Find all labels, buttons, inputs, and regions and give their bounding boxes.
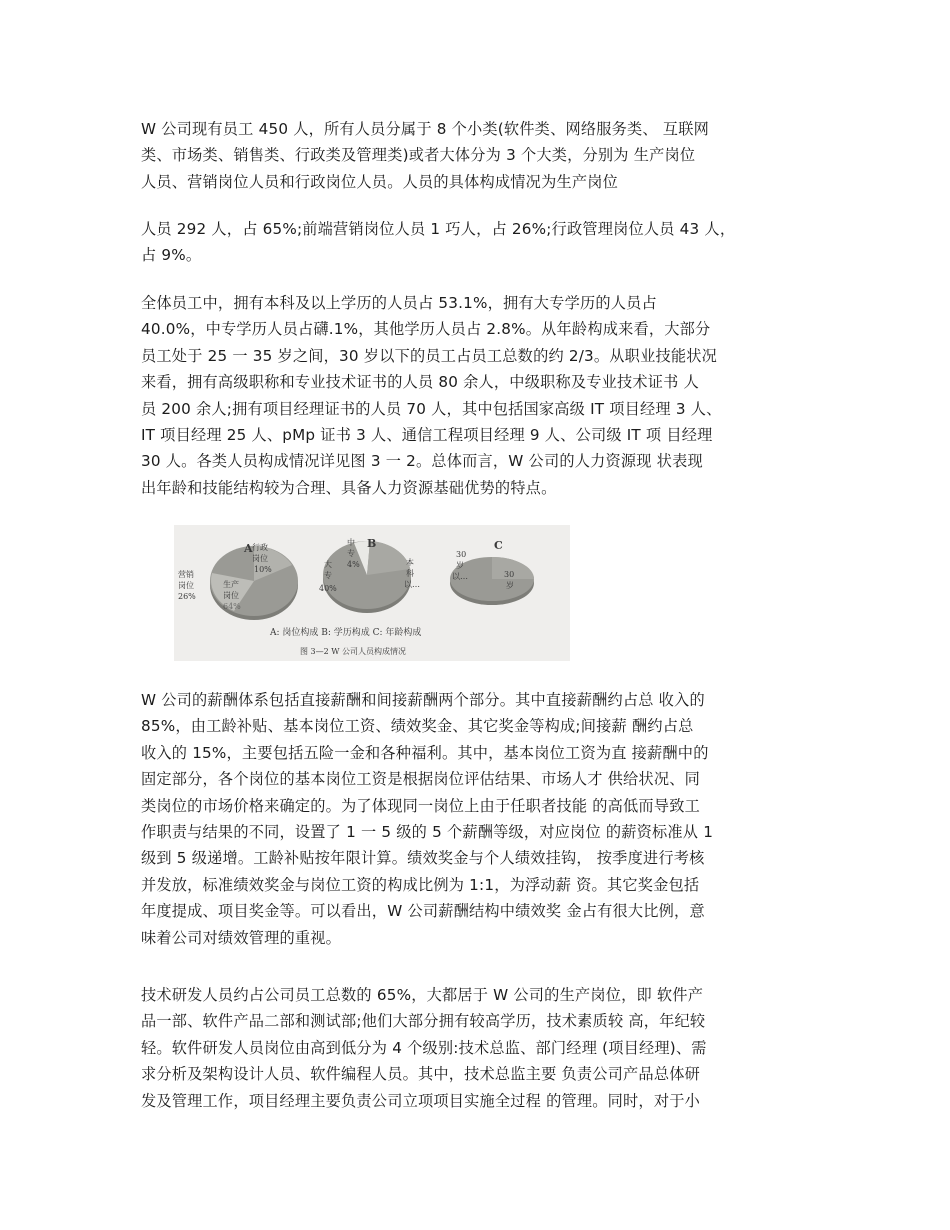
text-line: 来看，拥有高级职称和专业技术证书的人员 80 余人，中级职称及专业技术证书 人 [141,373,699,392]
pie-a-label-prod-1: 生产 [223,580,239,589]
pie-c-label-o30-2: 岁 [506,581,514,590]
text-line: 技术研发人员约占公司员工总数的 65%，大都居于 W 公司的生产岗位，即 软件产 [141,986,704,1004]
text-line: IT 项目经理 25 人、pMp 证书 3 人、通信工程项目经理 9 人、公司级 IT 项 目经理 [141,426,713,445]
paragraph-education-age-skills [141,290,821,501]
text-line: 并发放，标准绩效奖金与岗位工资的构成比例为 1:1，为浮动薪 资。其它奖金包括 [141,875,700,894]
paragraph-compensation [141,687,821,951]
pie-b-label-zz-1: 中 [347,538,355,547]
pie-b-label-bk-1: 本 [406,558,414,567]
pie-b-label-zz-3: 4% [347,560,360,569]
text-line: 级到 5 级递增。工龄补贴按年限计算。绩效奖金与个人绩效挂钩， 按季度进行考核 [141,849,705,868]
figure-pies [174,525,570,661]
pie-c-letter: C [494,539,503,552]
text-line: 求分析及架构设计人员、软件编程人员。其中，技术总监主要 负责公司产品总体研 [141,1065,700,1084]
pie-a-label-admin-1: 行政 [252,543,268,552]
text-line: 占 9%。 [141,246,202,265]
figure-legend: A: 岗位构成 B: 学历构成 C: 年龄构成 [270,628,422,638]
text-line: W 公司现有员工 450 人，所有人员分属于 8 个小类(软件类、网络服务类、 互联网 [141,120,709,138]
pie-a-label-admin-3: 10% [254,565,272,574]
staff-composition-figure [174,525,570,661]
text-line: 员 200 余人;拥有项目经理证书的人员 70 人，其中包括国家高级 IT 项目经理 3 人、 [141,399,722,418]
pie-c-label-o30-1: 30 [504,570,515,579]
text-line: 全体员工中，拥有本科及以上学历的人员占 53.1%，拥有大专学历的人员占 [141,294,657,312]
paragraph-rd-staff [141,982,821,1114]
text-line: W 公司的薪酬体系包括直接薪酬和间接薪酬两个部分。其中直接薪酬约占总 收入的 [141,691,705,709]
text-line: 人员 292 人，占 65%;前端营销岗位人员 1 巧人，占 26%;行政管理岗位人员 43 人， [141,220,736,238]
pie-b-label-zz-2: 专 [347,549,355,558]
pie-b-label-dz-3: 40% [319,584,337,593]
paragraph-staff-breakdown [141,216,821,269]
text-line: 类、市场类、销售类、行政类及管理类)或者大体分为 3 个大类，分别为 生产岗位 [141,146,696,165]
pie-b-letter: B [367,537,377,550]
pie-a-label-sales-1: 营销 [178,570,194,579]
pie-a-letter: A [244,542,253,555]
pie-a-label-prod-2: 岗位 [223,591,239,600]
text-line: 员工处于 25 一 35 岁之间，30 岁以下的员工占员工总数的约 2/3。从职业技能状况 [141,346,718,365]
text-line: 年度提成、项目奖金等。可以看出，W 公司薪酬结构中绩效奖 金占有很大比例，意 [141,902,705,921]
text-line: 味着公司对绩效管理的重视。 [141,928,342,947]
pie-a-label-sales-3: 26% [178,592,196,601]
text-line: 固定部分，各个岗位的基本岗位工资是根据岗位评估结果、市场人才 供给状况、同 [141,770,700,789]
pie-b-label-bk-2: 科 [406,569,414,578]
pie-c-label-u30-1: 30 [456,550,467,559]
pie-a-label-sales-2: 岗位 [178,581,194,590]
text-line: 收入的 15%，主要包括五险一金和各种福利。其中，基本岗位工资为直 接薪酬中的 [141,743,709,762]
text-line: 作职责与结果的不同，设置了 1 一 5 级的 5 个薪酬等级，对应岗位 的薪资标准从 1 [141,823,714,842]
pie-c-label-u30-2: 岁 [456,561,464,570]
text-line: 类岗位的市场价格来确定的。为了体现同一岗位上由于任职者技能 的高低而导致工 [141,796,700,815]
pie-b-label-bk-3: 以… [404,580,420,589]
figure-caption: 图 3—2 W 公司人员构成情况 [300,647,407,656]
pie-a-label-admin-2: 岗位 [252,554,268,563]
text-line: 30 人。各类人员构成情况详见图 3 一 2。总体而言，W 公司的人力资源现 状表现 [141,452,703,471]
pie-b-label-dz-1: 大 [324,560,332,569]
text-line: 品一部、软件产品二部和测试部;他们大部分拥有较高学历，技术素质较 高，年纪较 [141,1012,706,1031]
text-line: 出年龄和技能结构较为合理、具备人力资源基础优势的特点。 [141,478,557,497]
text-line: 85%，由工龄补贴、基本岗位工资、绩效奖金、其它奖金等构成;间接薪 酬约占总 [141,717,694,736]
pie-b-label-dz-2: 专 [324,571,332,580]
pie-c-label-u30-3: 以… [452,572,468,581]
text-line: 发及管理工作，项目经理主要负责公司立项项目实施全过程 的管理。同时，对于小 [141,1091,700,1110]
text-line: 40.0%，中专学历人员占礴.1%，其他学历人员占 2.8%。从年龄构成来看，大部分 [141,320,711,339]
text-line: 轻。软件研发人员岗位由高到低分为 4 个级别:技术总监、部门经理 (项目经理)、需 [141,1038,707,1057]
pie-a-label-prod-3: 64% [223,602,241,611]
paragraph-staff-overview [141,116,821,195]
text-line: 人员、营销岗位人员和行政岗位人员。人员的具体构成情况为生产岗位 [141,172,619,191]
